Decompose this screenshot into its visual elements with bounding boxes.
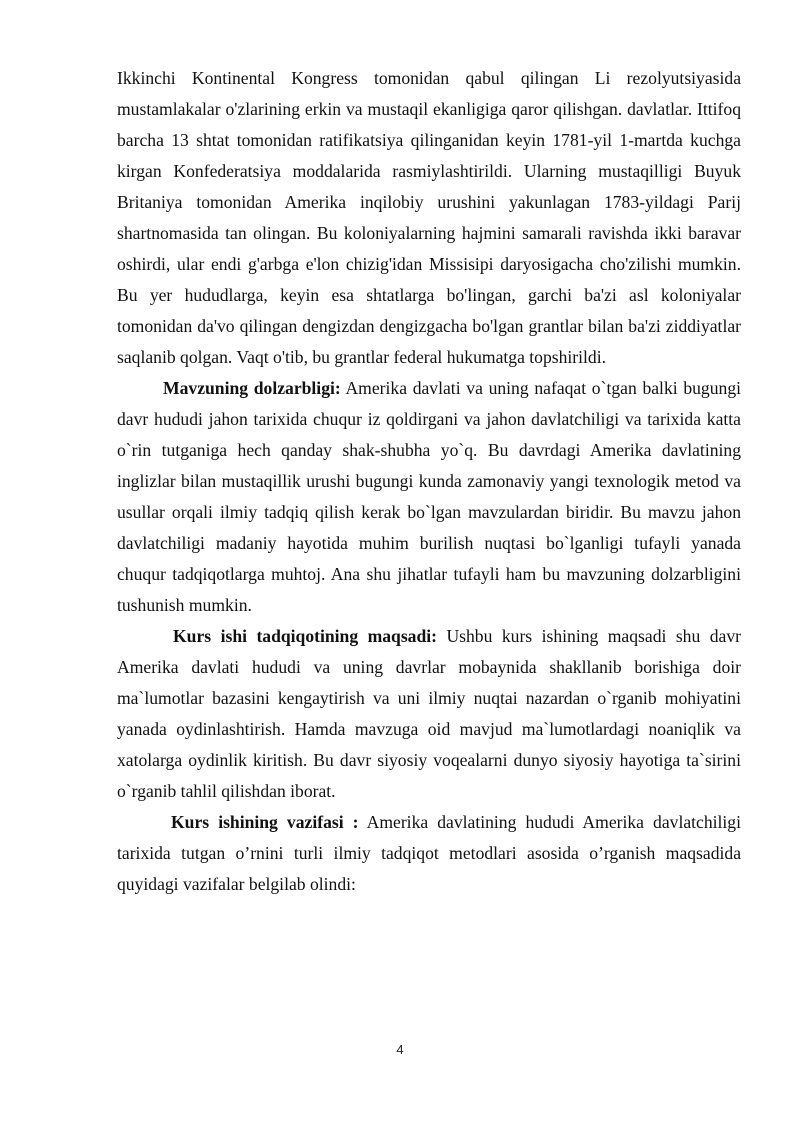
relevance-paragraph-text: Amerika davlati va uning nafaqat o`tgan balki bugungi davr hududi jahon tarixida chuqur iz qoldirgani va jahon davlatchiligi va tarixida katta o`rin tutganiga hech qanday shak-shubha yo`q. Bu davrdagi Amerika davlatining inglizlar bilan mustaqillik urushi bugungi kunda zamonaviy yangi texnologik metod va usullar orqali ilmiy tadqiq qilish kerak bo`lgan mavzulardan biridir. Bu mavzu jahon davlatchiligi madaniy hayotida muhim burilish nuqtasi bo`lganligi tufayli yanada chuqur tadqiqotlarga muhtoj. Ana shu jihatlar tufayli ham bu mavzuning dolzarbligini tushunish mumkin. [117,378,741,615]
relevance-heading: Mavzuning dolzarbligi: [163,378,341,398]
intro-paragraph-text: Ikkinchi Kontinental Kongress tomonidan qabul qilingan Li rezolyutsiyasida mustamlakalar o'zlarining erkin va mustaqil ekanligiga qaror qilishgan. davlatlar. Ittifoq barcha 13 shtat tomonidan ratifikatsiya qilinganidan keyin 1781-yil 1-martda kuchga kirgan Konfederatsiya moddalarida rasmiylashtirildi. Ularning mustaqilligi Buyuk Britaniya tomonidan Amerika inqilobiy urushini yakunlagan 1783-yildagi Parij shartnomasida tan olingan. Bu koloniyalarning hajmini samarali ravishda ikki baravar oshirdi, ular endi g'arbga e'lon chizig'idan Missisipi daryosigacha cho'zilishi mumkin. Bu yer hududlarga, keyin esa shtatlarga bo'lingan, garchi ba'zi asl koloniyalar tomonidan da'vo qilingan dengizdan dengizgacha bo'lgan grantlar bilan ba'zi ziddiyatlar saqlanib qolgan. Vaqt o'tib, bu grantlar federal hukumatga topshirildi. [117,68,741,367]
page-number: 4 [396,1042,404,1057]
tasks-paragraph-text: Amerika davlatining hududi Amerika davlatchiligi tarixida tutgan o’rnini turli ilmiy tadqiqot metodlari asosida o’rganish maqsadida quyidagi vazifalar belgilab olindi: [117,812,741,894]
intro-paragraph [117,63,741,373]
goal-paragraph-text: Ushbu kurs ishining maqsadi shu davr Amerika davlati hududi va uning davrlar mobaynida shakllanib borishiga doir ma`lumotlar bazasini kengaytirish va uni ilmiy nuqtai nazardan o`rganib mohiyatini yanada oydinlashtirish. Hamda mavzuga oid mavjud ma`lumotlardagi noaniqlik va xatolarga oydinlik kiritish. Bu davr siyosiy voqealarni dunyo siyosiy hayotiga ta`sirini o`rganib tahlil qilishdan iborat. [117,626,741,801]
tasks-heading: Kurs ishining vazifasi : [171,812,359,832]
document-page [117,63,741,900]
relevance-paragraph [117,373,741,621]
tasks-paragraph [117,807,741,900]
goal-paragraph [117,621,741,807]
goal-heading: Kurs ishi tadqiqotining maqsadi: [173,626,437,646]
